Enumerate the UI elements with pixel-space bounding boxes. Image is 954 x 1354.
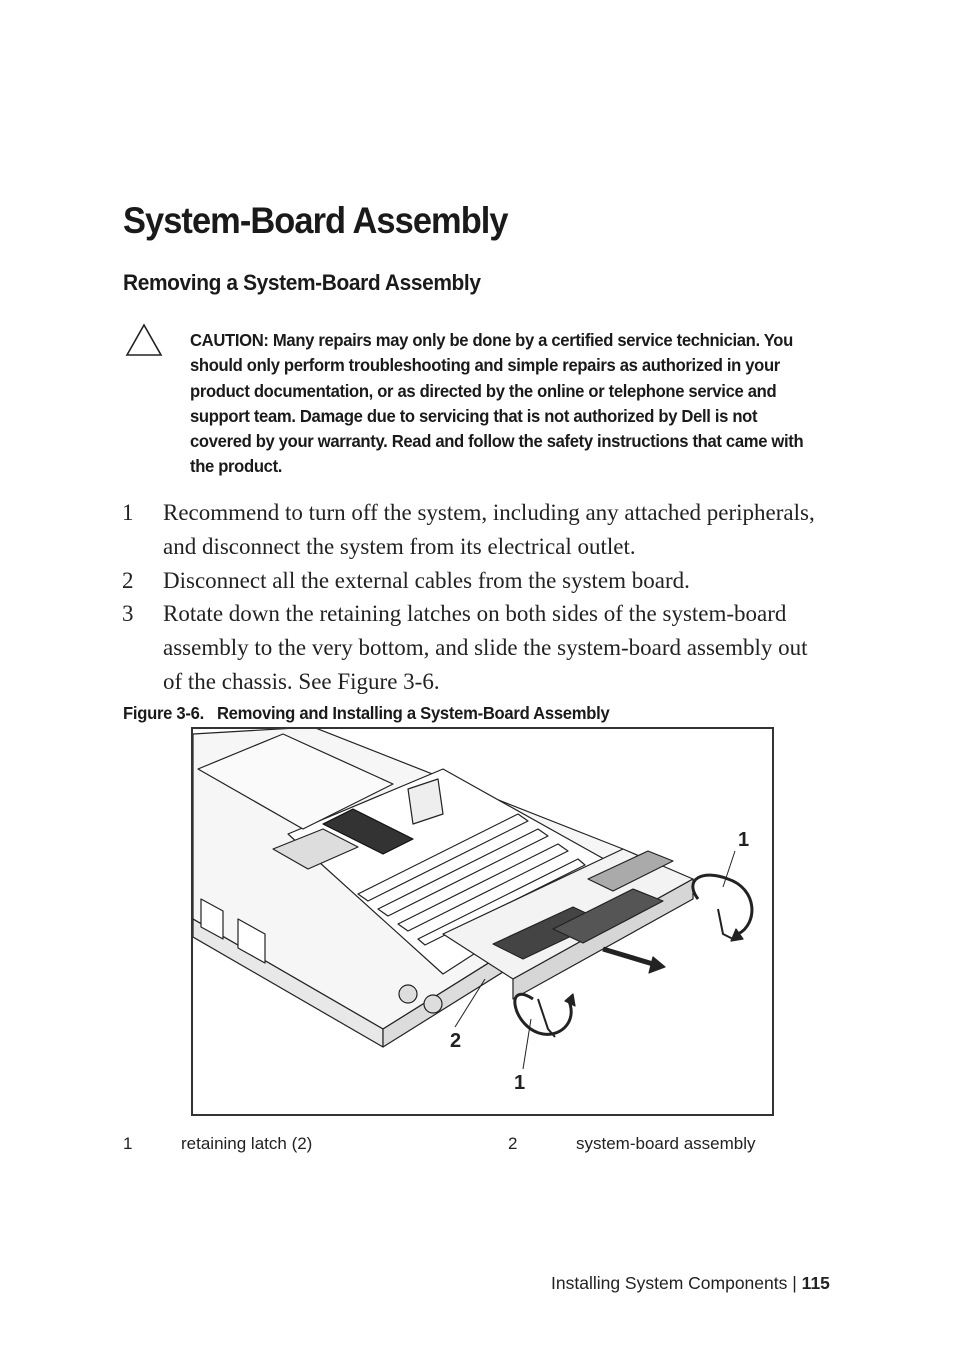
step-text-line: Recommend to turn off the system, including any attached peripherals, <box>163 500 815 525</box>
figure-caption <box>123 703 609 724</box>
callout-label: 1 <box>738 829 750 851</box>
section-title: Removing a System-Board Assembly <box>123 270 481 295</box>
step-text-line: Disconnect all the external cables from the system board. <box>163 568 690 593</box>
caution-triangle-icon <box>125 323 163 357</box>
page-number: 115 <box>801 1273 830 1293</box>
page-footer <box>551 1273 830 1294</box>
step-number: 3 <box>122 601 134 626</box>
caution-line: the product. <box>190 456 283 477</box>
caution-line: support team. Damage due to servicing that is not authorized by Dell is not <box>190 405 758 426</box>
step-1 <box>122 496 862 564</box>
legend-text: retaining latch (2) <box>181 1134 313 1153</box>
caution-line: covered by your warranty. Read and follow the safety instructions that came with <box>190 431 804 452</box>
step-3 <box>122 597 862 699</box>
figure-label: Figure 3-6. <box>123 703 204 723</box>
step-text-line: of the chassis. See Figure 3-6. <box>163 669 440 694</box>
figure-title: Removing and Installing a System-Board Assembly <box>216 703 610 723</box>
caution-line: product documentation, or as directed by the online or telephone service and <box>190 380 777 401</box>
step-text-line: and disconnect the system from its electrical outlet. <box>163 534 636 559</box>
caution-line: CAUTION: Many repairs may only be done by a certified service technician. You <box>190 330 793 350</box>
step-text-line: Rotate down the retaining latches on both sides of the system-board <box>163 601 787 626</box>
system-board-figure <box>191 727 774 1116</box>
callout-label: 1 <box>514 1072 526 1094</box>
footer-separator: | <box>792 1273 797 1293</box>
legend-number: 2 <box>508 1134 518 1153</box>
step-number: 1 <box>122 500 134 525</box>
page-title: System-Board Assembly <box>123 200 508 241</box>
callout-label: 2 <box>450 1030 462 1052</box>
caution-note <box>190 328 836 480</box>
legend-number: 1 <box>123 1134 133 1153</box>
step-2 <box>122 564 862 598</box>
caution-line: should only perform troubleshooting and simple repairs as authorized in your <box>190 355 780 376</box>
legend-text: system-board assembly <box>576 1134 756 1153</box>
step-number: 2 <box>122 568 134 593</box>
server-chassis-illustration <box>193 729 772 1114</box>
step-text-line: assembly to the very bottom, and slide the system-board assembly out <box>163 635 808 660</box>
footer-section: Installing System Components <box>551 1273 788 1293</box>
